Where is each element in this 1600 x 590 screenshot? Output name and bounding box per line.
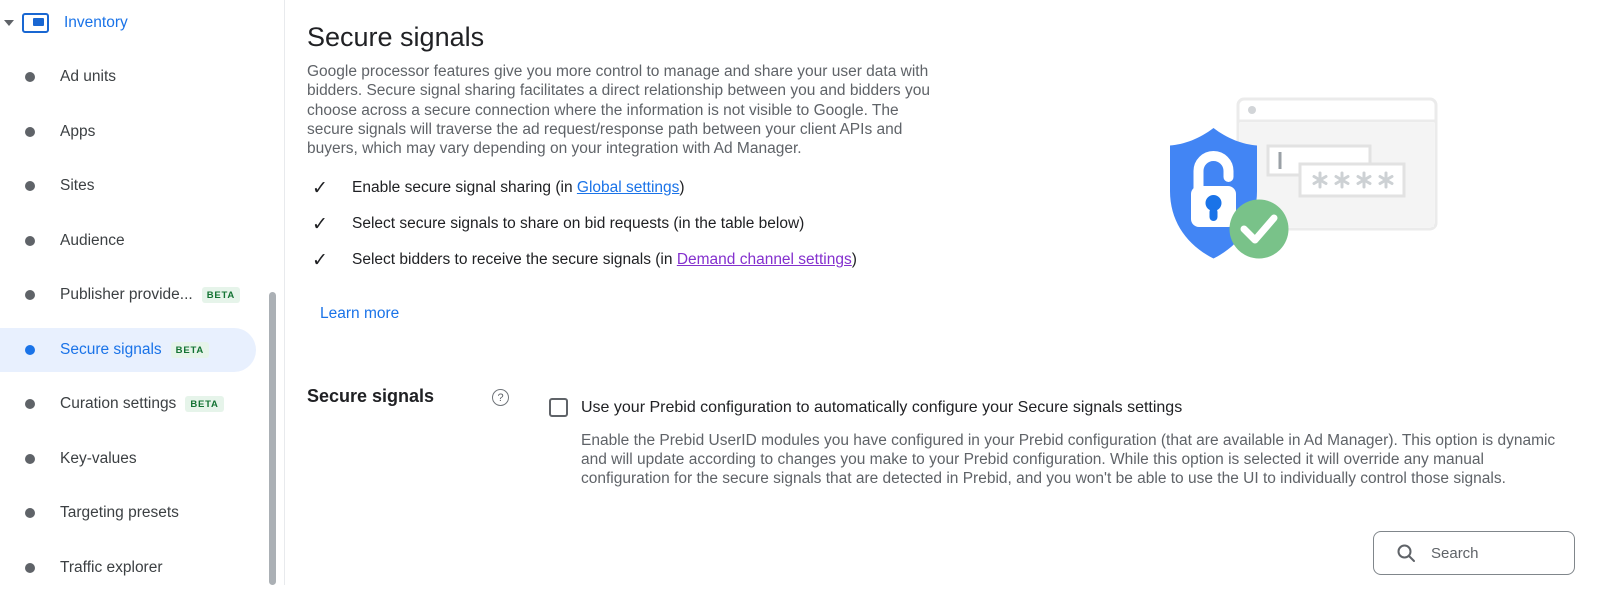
checklist-text-post: ) (851, 251, 857, 268)
beta-badge: BETA (185, 396, 223, 412)
sidebar-item-ad-units[interactable] (0, 55, 284, 99)
search-input[interactable] (1429, 544, 1569, 563)
checklist-text-pre: Select bidders to receive the secure signals (in (352, 251, 677, 268)
sidebar-item-curation-settings[interactable] (0, 382, 284, 426)
page-title: Secure signals (307, 22, 485, 52)
bullet-icon (25, 236, 35, 246)
help-icon[interactable]: ? (492, 389, 509, 406)
sidebar-item-label: Targeting presets (60, 504, 179, 521)
search-icon (1396, 543, 1416, 563)
sidebar-item-label: Sites (60, 177, 95, 194)
checklist-item-select-bidders (312, 242, 857, 278)
check-badge-icon (1230, 200, 1289, 259)
checklist-text-pre: Enable secure signal sharing (in (352, 179, 577, 196)
collapse-caret-icon[interactable] (4, 20, 14, 26)
sidebar-item-label: Traffic explorer (60, 559, 163, 576)
sidebar-item-label: Apps (60, 123, 96, 140)
global-settings-link[interactable]: Global settings (576, 179, 680, 196)
sidebar-scrollbar-thumb[interactable] (269, 292, 276, 585)
bullet-icon (25, 127, 35, 137)
learn-more-link[interactable]: Learn more (320, 305, 400, 322)
bullet-icon (25, 345, 35, 355)
sidebar-item-publisher-provided[interactable] (0, 273, 284, 317)
sidebar-item-label: Ad units (60, 68, 117, 85)
checkmark-icon: ✓ (312, 177, 328, 199)
sidebar-item-label: Audience (60, 232, 125, 249)
bullet-icon (25, 181, 35, 191)
sidebar-item-audience[interactable] (0, 219, 284, 263)
sidebar-item-label: Publisher provide... (60, 286, 193, 303)
sidebar-inventory-label: Inventory (64, 14, 128, 31)
sidebar-item-label: Curation settings (60, 395, 177, 412)
checklist-item-text (352, 215, 804, 233)
section-title: Secure signals (307, 386, 435, 406)
search-box (1373, 531, 1575, 575)
bullet-icon (25, 563, 35, 573)
sidebar-item-targeting-presets[interactable] (0, 491, 284, 535)
bullet-icon (25, 290, 35, 300)
checklist-item-text (352, 179, 685, 197)
sidebar (0, 0, 284, 585)
checklist-text-pre: Select secure signals to share on bid requests (in the table below) (352, 215, 805, 232)
demand-channel-settings-link[interactable]: Demand channel settings (676, 251, 852, 268)
bullet-icon (25, 399, 35, 409)
sidebar-item-secure-signals[interactable] (0, 328, 256, 372)
sidebar-item-sites[interactable] (0, 164, 284, 208)
beta-badge: BETA (202, 287, 240, 303)
checklist-item-text (352, 251, 857, 269)
beta-badge: BETA (171, 342, 209, 358)
checklist-item-select-signals (312, 206, 804, 242)
page-description: Google processor features give you more control to manage and share your user data with bidders. Secure signal sharing facilitates a direct relationship between you and bidders you choose across a secure connection where the information is not visible to Google. The secure signals will traverse the ad request/response path between your client APIs and buyers, which may vary depending on your integration with Ad Manager. (307, 63, 930, 158)
prebid-config-checkbox[interactable] (549, 398, 568, 417)
bullet-icon (25, 454, 35, 464)
checkmark-icon: ✓ (312, 213, 328, 235)
bullet-icon (25, 508, 35, 518)
prebid-config-checkbox-label[interactable]: Use your Prebid configuration to automatically configure your Secure signals settings (581, 399, 1183, 416)
sidebar-item-traffic-explorer[interactable] (0, 546, 284, 590)
sidebar-item-inventory[interactable] (0, 8, 284, 38)
checkmark-icon: ✓ (312, 249, 328, 271)
sidebar-divider (284, 0, 285, 585)
checklist-item-enable-sharing (312, 170, 685, 206)
inventory-icon (22, 13, 49, 33)
secure-signals-illustration (1130, 70, 1450, 266)
checklist-text-post: ) (679, 179, 685, 196)
bullet-icon (25, 72, 35, 82)
sidebar-item-label: Key-values (60, 450, 137, 467)
sidebar-item-label: Secure signals (60, 341, 162, 358)
prebid-config-description: Enable the Prebid UserID modules you have configured in your Prebid configuration (that are available in Ad Manager). This option is dynamic and will update according to changes you make to your Prebid configuration. While this option is selected it will override any manual configuration for the secure signals that are detected in Prebid, and you won't be able to use the UI to individually control those signals. (581, 432, 1556, 488)
sidebar-item-apps[interactable] (0, 110, 284, 154)
sidebar-item-key-values[interactable] (0, 437, 284, 481)
